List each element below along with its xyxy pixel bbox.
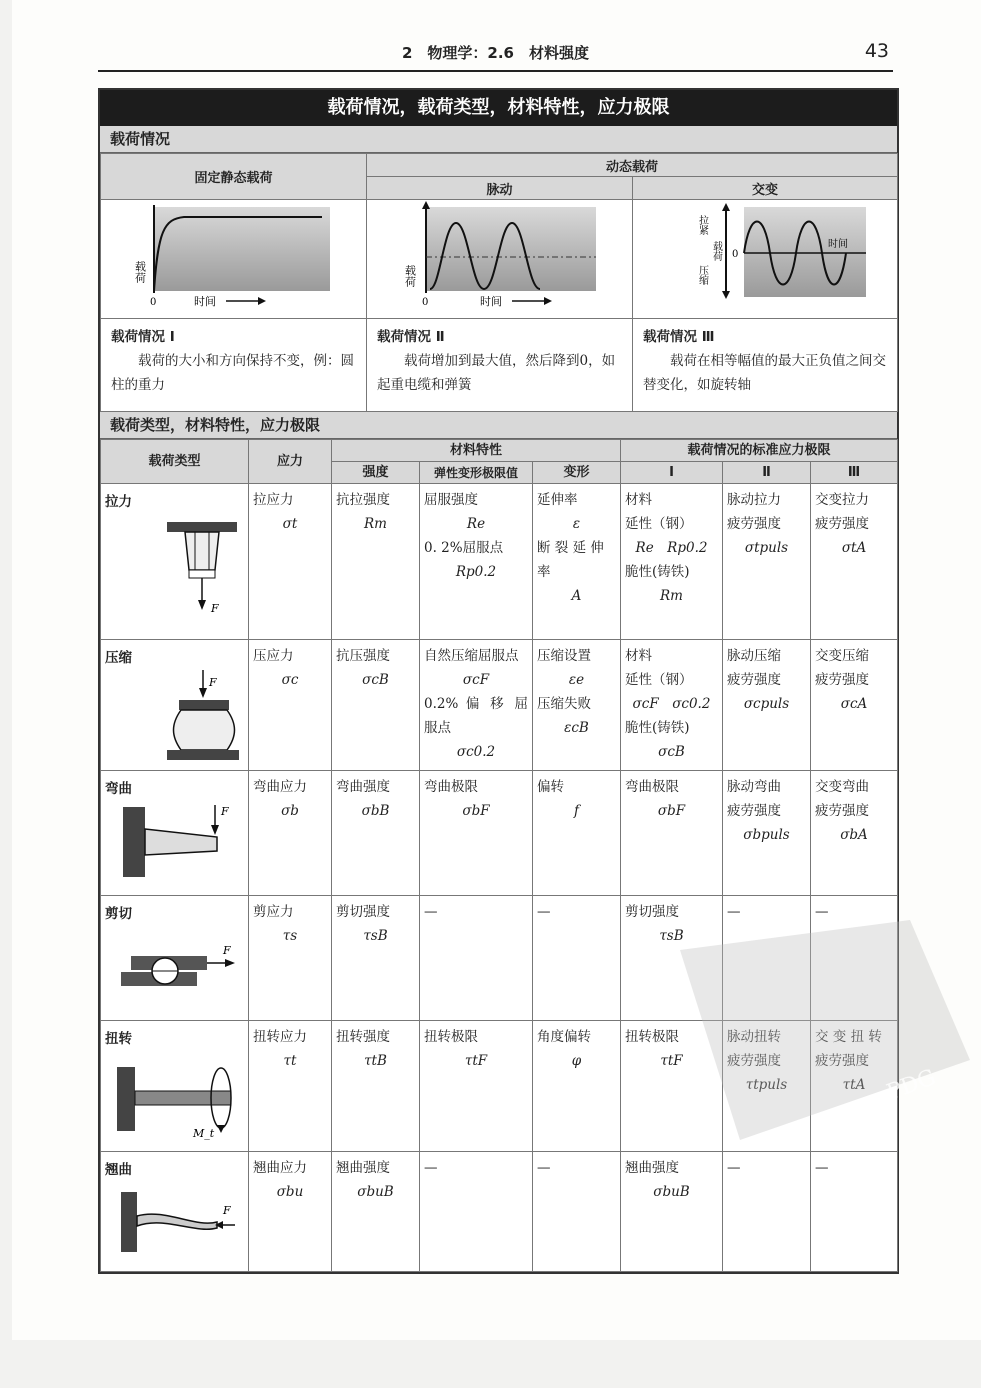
case2-cell: —	[723, 896, 811, 1021]
section-load-cases: 载荷情况	[100, 126, 897, 153]
strength-cell: 剪切强度 τsB	[332, 896, 420, 1021]
svg-text:F: F	[223, 1204, 231, 1217]
case1-cell: 剪切强度 τsB	[621, 896, 723, 1021]
shear-diagram	[105, 926, 241, 1012]
case1-cell: 弯曲极限 σbF	[621, 771, 723, 896]
table-row	[101, 1021, 898, 1152]
elastic-cell: 扭转极限 τtF	[420, 1021, 533, 1152]
pulsating-header: 脉动	[367, 177, 633, 200]
th-case-3: Ⅲ	[811, 462, 898, 484]
section-load-types: 载荷类型，材料特性，应力极限	[100, 412, 897, 439]
bending-diagram	[105, 801, 241, 887]
load-case-2: 载荷情况 Ⅱ 载荷增加到最大值，然后降到0，如起重电缆和弹簧	[367, 319, 633, 412]
svg-text:压缩: 压缩	[696, 265, 708, 285]
th-strength: 强度	[332, 462, 420, 484]
svg-text:拉紧: 拉紧	[696, 215, 708, 235]
strength-cell: 扭转强度 τtB	[332, 1021, 420, 1152]
case2-cell: —	[723, 1152, 811, 1272]
svg-text:PDG: PDG	[883, 1065, 940, 1106]
svg-text:载荷: 载荷	[403, 265, 416, 287]
stress-cell: 翘曲应力 σbu	[249, 1152, 332, 1272]
case2-cell: 脉动弯曲 疲劳强度 σbpuls	[723, 771, 811, 896]
strength-cell: 抗压强度 σcB	[332, 640, 420, 771]
case3-cell: 交变拉力 疲劳强度 σtA	[811, 484, 898, 640]
tension-diagram	[105, 514, 241, 614]
svg-text:0: 0	[421, 297, 428, 308]
stress-cell: 扭转应力 τt	[249, 1021, 332, 1152]
strength-cell: 抗拉强度 Rm	[332, 484, 420, 640]
table-row	[101, 640, 898, 771]
pulsating-load-graph	[367, 200, 633, 319]
case3-cell: 交变压缩 疲劳强度 σcA	[811, 640, 898, 771]
alternating-load-graph	[633, 200, 898, 319]
static-load-header: 固定静态载荷	[101, 154, 367, 200]
type-cell-bending: 弯曲 F	[101, 771, 249, 896]
svg-text:0: 0	[149, 297, 156, 308]
case1-cell: 扭转极限 τtF	[621, 1021, 723, 1152]
th-stress: 应力	[249, 440, 332, 484]
table-row	[101, 1152, 898, 1272]
alternating-header: 交变	[633, 177, 898, 200]
type-cell-tension: 拉力 F	[101, 484, 249, 640]
strength-cell: 弯曲强度 σbB	[332, 771, 420, 896]
svg-text:F: F	[211, 602, 219, 614]
svg-text:F: F	[223, 944, 231, 957]
case3-cell: —	[811, 896, 898, 1021]
page-number: 43	[864, 40, 889, 62]
dynamic-load-header: 动态载荷	[367, 154, 898, 177]
stress-cell: 压应力 σc	[249, 640, 332, 771]
deform-cell: 角度偏转 φ	[533, 1021, 621, 1152]
type-cell-torsion: 扭转 M_t	[101, 1021, 249, 1152]
table-row	[101, 896, 898, 1021]
svg-text:载荷: 载荷	[710, 241, 722, 261]
th-material: 材料特性	[332, 440, 621, 462]
th-elastic: 弹性变形极限值	[420, 462, 533, 484]
content-box	[98, 88, 899, 1274]
deform-cell: 压缩设置 εe 压缩失败 εcB	[533, 640, 621, 771]
svg-text:时间: 时间	[193, 295, 216, 308]
banner-title: 载荷情况，载荷类型，材料特性，应力极限	[100, 90, 897, 126]
case1-cell: 材料 延性（钢） σcF σc0.2 脆性(铸铁) σcB	[621, 640, 723, 771]
torsion-diagram	[105, 1051, 241, 1143]
type-cell-shear: 剪切 F	[101, 896, 249, 1021]
svg-text:时间: 时间	[828, 239, 848, 250]
compression-diagram	[105, 670, 241, 762]
y-axis-label: 载荷	[133, 261, 146, 283]
type-cell-compression: 压缩 F	[101, 640, 249, 771]
case3-cell: 交变弯曲 疲劳强度 σbA	[811, 771, 898, 896]
static-load-graph	[101, 200, 367, 319]
elastic-cell: 自然压缩屈服点 σcF 0.2% 偏 移 屈 服点 σc0.2	[420, 640, 533, 771]
buckling-diagram	[105, 1182, 241, 1262]
case3-cell: —	[811, 1152, 898, 1272]
svg-text:M_t: M_t	[193, 1127, 215, 1140]
case1-cell: 翘曲强度 σbuB	[621, 1152, 723, 1272]
case1-cell: 材料 延性（钢） Re Rp0.2 脆性(铸铁) Rm	[621, 484, 723, 640]
case2-cell: 脉动扭转 疲劳强度 τtpuls	[723, 1021, 811, 1152]
load-case-3: 载荷情况 Ⅲ 载荷在相等幅值的最大正负值之间交替变化，如旋转轴	[633, 319, 898, 412]
th-load-type: 载荷类型	[101, 440, 249, 484]
elastic-cell: —	[420, 896, 533, 1021]
stress-cell: 剪应力 τs	[249, 896, 332, 1021]
elastic-cell: —	[420, 1152, 533, 1272]
elastic-cell: 弯曲极限 σbF	[420, 771, 533, 896]
th-deform: 变形	[533, 462, 621, 484]
deform-cell: —	[533, 896, 621, 1021]
stress-cell: 弯曲应力 σb	[249, 771, 332, 896]
case2-cell: 脉动拉力 疲劳强度 σtpuls	[723, 484, 811, 640]
th-case-2: Ⅱ	[723, 462, 811, 484]
deform-cell: 偏转 f	[533, 771, 621, 896]
svg-text:F: F	[209, 676, 217, 689]
table-row	[101, 771, 898, 896]
stress-cell: 拉应力 σt	[249, 484, 332, 640]
svg-text:时间: 时间	[479, 295, 502, 308]
strength-cell: 翘曲强度 σbuB	[332, 1152, 420, 1272]
running-header	[98, 40, 893, 72]
svg-text:F: F	[221, 805, 229, 818]
load-case-1: 载荷情况 Ⅰ 载荷的大小和方向保持不变，例：圆柱的重力	[101, 319, 367, 412]
case3-cell: 交 变 扭 转 疲劳强度 τtA	[811, 1021, 898, 1152]
header-title: 2 物理学：2.6 材料强度	[401, 44, 589, 62]
type-cell-buckling: 翘曲 F	[101, 1152, 249, 1272]
case2-cell: 脉动压缩 疲劳强度 σcpuls	[723, 640, 811, 771]
th-limits: 载荷情况的标准应力极限	[621, 440, 898, 462]
table-row	[101, 484, 898, 640]
elastic-cell: 屈服强度 Re 0. 2%屈服点 Rp0.2	[420, 484, 533, 640]
load-types-table	[100, 439, 898, 1272]
deform-cell: —	[533, 1152, 621, 1272]
svg-text:0: 0	[732, 249, 739, 260]
load-cases-table	[100, 153, 898, 412]
th-case-1: Ⅰ	[621, 462, 723, 484]
deform-cell: 延伸率 ε 断 裂 延 伸 率 A	[533, 484, 621, 640]
